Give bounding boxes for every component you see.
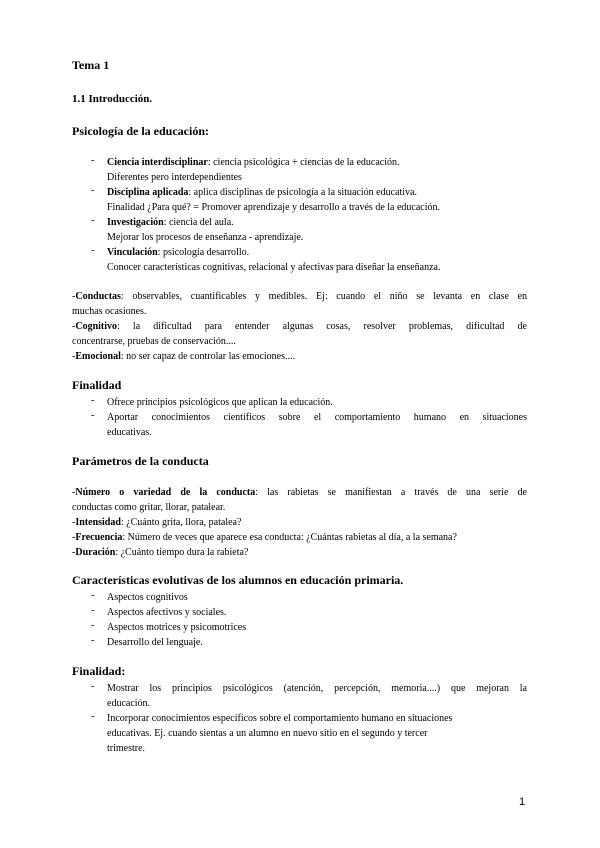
term-cognitivo: Cognitivo: [75, 321, 118, 332]
paragraph-intensidad: -Intensidad: ¿Cuánto grita, llora, patalea?: [72, 517, 242, 528]
term-conductas: Conductas: [75, 291, 121, 302]
list-item-term: Ciencia interdisciplinar: [107, 157, 208, 168]
list-bullet: -: [91, 155, 95, 166]
list-item-term: Investigación: [107, 217, 164, 228]
list-item: [107, 185, 527, 215]
section-heading-finalidad-2: Finalidad:: [72, 664, 126, 678]
list-item-text: : ciencia del aula.: [163, 217, 234, 228]
document-title: Tema 1: [72, 58, 110, 72]
text-numero-2: conductas como gritar, llorar, patalear.: [72, 502, 226, 513]
list-bullet: -: [91, 681, 95, 692]
list-item: [107, 711, 527, 756]
list-item-line: educación.: [107, 698, 151, 709]
term-frecuencia: Frecuencia: [75, 532, 123, 543]
list-item: [107, 681, 527, 711]
list-item: Ofrece principios psicológicos que aplican la educación.: [107, 397, 333, 408]
text-duracion: : ¿Cuánto tiempo dura la rabieta?: [115, 547, 249, 558]
page-number: 1: [519, 796, 526, 808]
list-item-text: : aplica disciplinas de psicología a la situación educativa.: [188, 187, 417, 198]
list-bullet: -: [91, 395, 95, 406]
list-item-subtext: Diferentes pero interdependientes: [107, 172, 242, 183]
list-item-line: Incorporar conocimientos específicos sobre el comportamiento humano en situaciones: [107, 713, 453, 724]
section-heading-psicologia: Psicología de la educación:: [72, 124, 209, 138]
list-item-text: : psicología desarrollo.: [157, 247, 250, 258]
paragraph-duracion: -Duración: ¿Cuánto tiempo dura la rabieta?: [72, 547, 249, 558]
list-bullet: -: [91, 215, 95, 226]
list-item: Aspectos cognitivos: [107, 592, 188, 603]
term-emocional: Emocional: [75, 351, 121, 362]
paragraph-cognitivo: -Cognitivo: la dificultad para entender algunas cosas, resolver problemas, dificultad de concentrarse, pruebas de conservación....: [72, 321, 527, 347]
list-item-text: : ciencia psicológica + ciencias de la educación.: [207, 157, 400, 168]
list-item-term: Disciplina aplicada: [107, 187, 189, 198]
text-conductas-2: muchas ocasiones.: [72, 306, 147, 317]
list-item-subtext: Conocer características cognitivas, relacional y afectivas para diseñar la enseñanza.: [107, 262, 441, 273]
list-item-line: trimestre.: [107, 743, 146, 754]
list-bullet: -: [91, 245, 95, 256]
section-heading-introduccion: 1.1 Introducción.: [72, 93, 153, 105]
list-bullet: -: [91, 410, 95, 421]
list-item: [107, 155, 527, 185]
list-bullet: -: [91, 590, 95, 601]
term-duracion: Duración: [75, 547, 116, 558]
list-bullet: -: [91, 185, 95, 196]
list-bullet: -: [91, 620, 95, 631]
text-intensidad: : ¿Cuánto grita, llora, patalea?: [120, 517, 242, 528]
section-heading-parametros: Parámetros de la conducta: [72, 454, 209, 468]
section-heading-caracteristicas: Características evolutivas de los alumnos en educación primaria.: [72, 573, 404, 587]
list-item-subtext: Mejorar los procesos de enseñanza - aprendizaje.: [107, 232, 304, 243]
list-item-line: educativas. Ej. cuando sientas a un alumno en nuevo sitio en el segundo y tercer: [107, 728, 428, 739]
paragraph-numero: -Número o variedad de la conducta: las rabietas se manifiestan a través de una serie de conductas como gritar, llorar, patalear.: [72, 487, 528, 513]
text-emocional: : no ser capaz de controlar las emociones....: [120, 351, 296, 362]
list-item: [107, 410, 527, 440]
list-item-subtext: Finalidad ¿Para qué? = Promover aprendizaje y desarrollo a través de la educación.: [107, 202, 441, 213]
list-item-line: Aportar conocimientos científicos sobre el comportamiento humano en situaciones: [107, 412, 527, 423]
list-item: Desarrollo del lenguaje.: [107, 637, 203, 648]
list-item: Aspectos motrices y psicomotrices: [107, 622, 247, 633]
paragraph-frecuencia: -Frecuencia: Número de veces que aparece esa conducta: ¿Cuántas rabietas al día, a la semana?: [72, 532, 457, 543]
paragraph-emocional: -Emocional: no ser capaz de controlar las emociones....: [72, 351, 296, 362]
text-cognitivo-1: : la dificultad para entender algunas cosas, resolver problemas, dificultad de: [117, 321, 527, 332]
list-bullet: -: [91, 635, 95, 646]
list-item: [107, 245, 527, 275]
list-item-line: Mostrar los principios psicológicos (atención, percepción, memoria....) que mejoran la: [107, 683, 527, 694]
list-item: Aspectos afectivos y sociales.: [107, 607, 227, 618]
list-bullet: -: [91, 605, 95, 616]
paragraph-conductas: -Conductas: observables, cuantificables y medibles. Ej: cuando el niño se levanta en clase en muchas ocasiones.: [72, 291, 527, 317]
text-numero-1: : las rabietas se manifiestan a través de una serie de: [255, 487, 528, 498]
text-conductas-1: : observables, cuantificables y medibles. Ej: cuando el niño se levanta en clase en: [120, 291, 527, 302]
list-bullet: -: [91, 711, 95, 722]
section-heading-finalidad: Finalidad: [72, 378, 122, 392]
text-cognitivo-2: concentrarse, pruebas de conservación....: [72, 336, 236, 347]
list-item: [107, 215, 527, 245]
term-numero: Número o variedad de la conducta: [75, 487, 256, 498]
list-item-term: Vinculación: [107, 247, 158, 258]
term-intensidad: Intensidad: [75, 517, 121, 528]
list-item-line: educativas.: [107, 427, 152, 438]
text-frecuencia: : Número de veces que aparece esa conducta: ¿Cuántas rabietas al día, a la semana?: [122, 532, 457, 543]
